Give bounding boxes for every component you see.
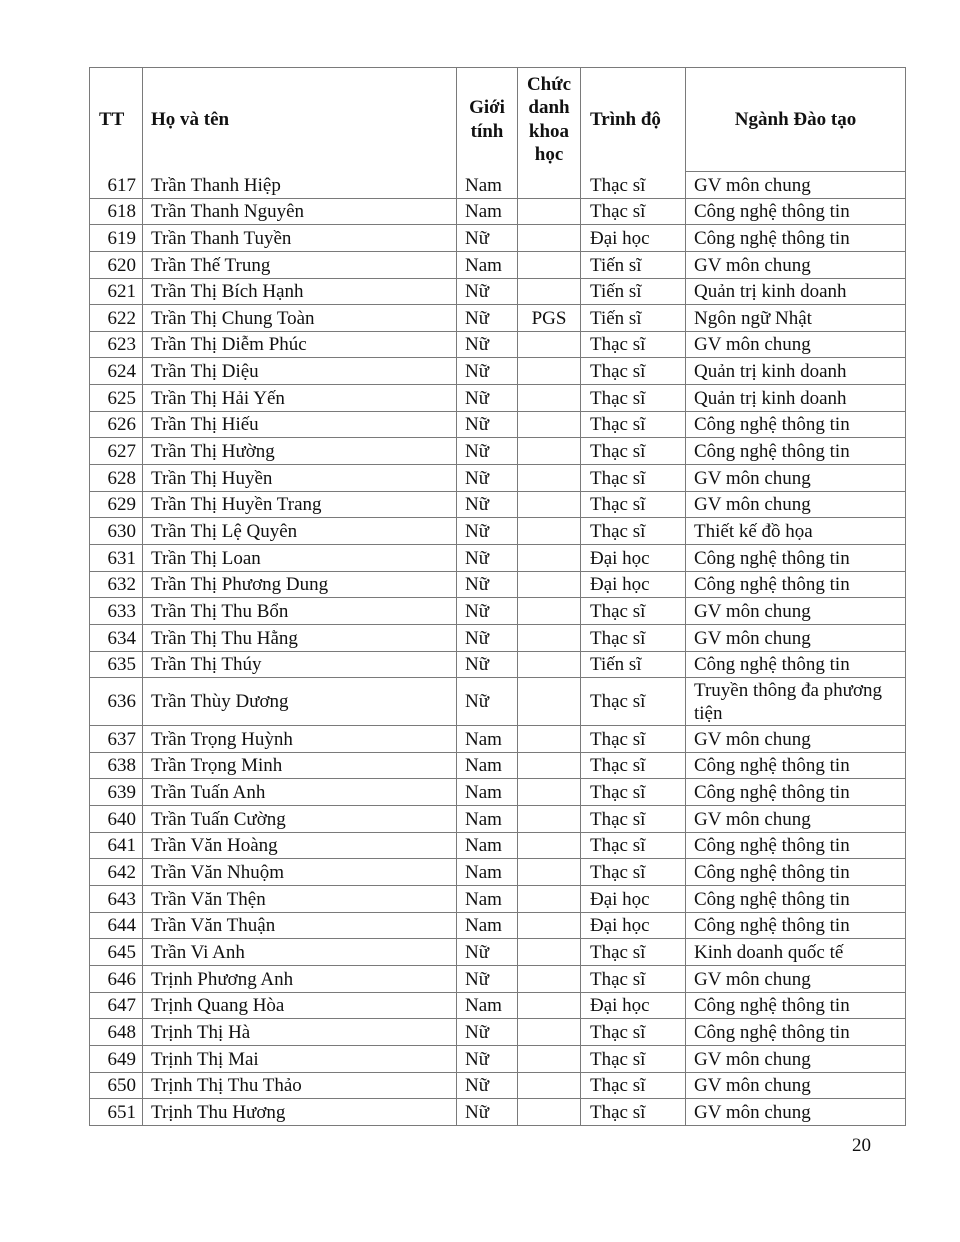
gender-cell: Nam — [457, 779, 518, 806]
staff-name-cell: Trần Văn Nhuộm — [143, 859, 457, 886]
major-cell: GV môn chung — [686, 965, 906, 992]
major-cell: Công nghệ thông tin — [686, 832, 906, 859]
degree-cell: Đại học — [581, 886, 686, 913]
major-cell: Công nghệ thông tin — [686, 651, 906, 678]
degree-cell: Thạc sĩ — [581, 726, 686, 753]
major-cell: Kinh doanh quốc tế — [686, 939, 906, 966]
staff-name-cell: Trần Thị Loan — [143, 544, 457, 571]
major-cell: Công nghệ thông tin — [686, 886, 906, 913]
row-number-cell: 641 — [90, 832, 143, 859]
gender-cell: Nam — [457, 752, 518, 779]
major-cell: GV môn chung — [686, 726, 906, 753]
degree-cell: Thạc sĩ — [581, 1072, 686, 1099]
table-row — [90, 598, 906, 625]
gender-cell: Nữ — [457, 331, 518, 358]
academic-title-cell — [518, 251, 581, 278]
major-cell: GV môn chung — [686, 172, 906, 199]
academic-title-cell — [518, 518, 581, 545]
row-number-cell: 644 — [90, 912, 143, 939]
staff-name-cell: Trần Thị Chung Toàn — [143, 305, 457, 332]
row-number-cell: 638 — [90, 752, 143, 779]
staff-name-cell: Trần Thị Diễm Phúc — [143, 331, 457, 358]
staff-name-cell: Trịnh Quang Hòa — [143, 992, 457, 1019]
table-row — [90, 278, 906, 305]
academic-title-cell — [518, 358, 581, 385]
major-cell: Thiết kế đồ họa — [686, 518, 906, 545]
row-number-cell: 621 — [90, 278, 143, 305]
table-row — [90, 385, 906, 412]
header-degree: Trình độ — [581, 68, 686, 172]
degree-cell: Đại học — [581, 225, 686, 252]
header-academic-title: Chức danh khoa học — [518, 68, 581, 172]
degree-cell: Thạc sĩ — [581, 331, 686, 358]
table-row — [90, 305, 906, 332]
major-cell: Công nghệ thông tin — [686, 779, 906, 806]
table-row — [90, 251, 906, 278]
row-number-cell: 624 — [90, 358, 143, 385]
staff-name-cell: Trịnh Thị Hà — [143, 1019, 457, 1046]
major-cell: Công nghệ thông tin — [686, 752, 906, 779]
gender-cell: Nữ — [457, 598, 518, 625]
gender-cell: Nữ — [457, 651, 518, 678]
major-cell: GV môn chung — [686, 331, 906, 358]
academic-title-cell — [518, 544, 581, 571]
header-name: Họ và tên — [143, 68, 457, 172]
degree-cell: Thạc sĩ — [581, 1099, 686, 1126]
gender-cell: Nam — [457, 172, 518, 199]
table-row — [90, 411, 906, 438]
table-row — [90, 331, 906, 358]
major-cell: Công nghệ thông tin — [686, 571, 906, 598]
academic-title-cell — [518, 331, 581, 358]
gender-cell: Nữ — [457, 1045, 518, 1072]
staff-name-cell: Trần Văn Thện — [143, 886, 457, 913]
academic-title-cell — [518, 912, 581, 939]
major-cell: GV môn chung — [686, 465, 906, 492]
table-row — [90, 491, 906, 518]
staff-name-cell: Trần Thị Hường — [143, 438, 457, 465]
row-number-cell: 620 — [90, 251, 143, 278]
academic-title-cell — [518, 678, 581, 726]
row-number-cell: 640 — [90, 806, 143, 833]
degree-cell: Thạc sĩ — [581, 438, 686, 465]
row-number-cell: 649 — [90, 1045, 143, 1072]
staff-name-cell: Trần Thị Lệ Quyên — [143, 518, 457, 545]
staff-name-cell: Trần Thanh Nguyên — [143, 198, 457, 225]
page-number: 20 — [852, 1135, 871, 1156]
degree-cell: Thạc sĩ — [581, 624, 686, 651]
table-row — [90, 651, 906, 678]
row-number-cell: 643 — [90, 886, 143, 913]
degree-cell: Thạc sĩ — [581, 1045, 686, 1072]
gender-cell: Nữ — [457, 465, 518, 492]
row-number-cell: 635 — [90, 651, 143, 678]
table-row — [90, 358, 906, 385]
degree-cell: Thạc sĩ — [581, 832, 686, 859]
row-number-cell: 648 — [90, 1019, 143, 1046]
gender-cell: Nữ — [457, 491, 518, 518]
academic-title-cell — [518, 465, 581, 492]
table-row — [90, 624, 906, 651]
academic-title-cell — [518, 832, 581, 859]
major-cell: Công nghệ thông tin — [686, 859, 906, 886]
degree-cell: Thạc sĩ — [581, 779, 686, 806]
table-row — [90, 1045, 906, 1072]
major-cell: Quản trị kinh doanh — [686, 385, 906, 412]
academic-title-cell — [518, 1072, 581, 1099]
degree-cell: Tiến sĩ — [581, 305, 686, 332]
gender-cell: Nữ — [457, 225, 518, 252]
gender-cell: Nam — [457, 198, 518, 225]
gender-cell: Nam — [457, 886, 518, 913]
row-number-cell: 637 — [90, 726, 143, 753]
gender-cell: Nữ — [457, 411, 518, 438]
staff-name-cell: Trần Thanh Tuyền — [143, 225, 457, 252]
degree-cell: Thạc sĩ — [581, 965, 686, 992]
gender-cell: Nữ — [457, 1019, 518, 1046]
gender-cell: Nam — [457, 912, 518, 939]
major-cell: GV môn chung — [686, 624, 906, 651]
degree-cell: Thạc sĩ — [581, 198, 686, 225]
major-cell: GV môn chung — [686, 251, 906, 278]
major-cell: Công nghệ thông tin — [686, 1019, 906, 1046]
table-row — [90, 939, 906, 966]
academic-title-cell — [518, 752, 581, 779]
gender-cell: Nữ — [457, 305, 518, 332]
row-number-cell: 625 — [90, 385, 143, 412]
gender-cell: Nam — [457, 726, 518, 753]
table-row — [90, 806, 906, 833]
major-cell: Quản trị kinh doanh — [686, 278, 906, 305]
table-row — [90, 438, 906, 465]
table-row — [90, 726, 906, 753]
row-number-cell: 626 — [90, 411, 143, 438]
row-number-cell: 633 — [90, 598, 143, 625]
academic-title-cell — [518, 225, 581, 252]
academic-title-cell — [518, 806, 581, 833]
gender-cell: Nữ — [457, 965, 518, 992]
table-row — [90, 172, 906, 199]
academic-title-cell — [518, 624, 581, 651]
table-row — [90, 886, 906, 913]
academic-title-cell — [518, 491, 581, 518]
degree-cell: Thạc sĩ — [581, 806, 686, 833]
degree-cell: Đại học — [581, 992, 686, 1019]
academic-title-cell — [518, 859, 581, 886]
staff-name-cell: Trần Thị Thu Hằng — [143, 624, 457, 651]
table-row — [90, 859, 906, 886]
table-body — [90, 172, 906, 1126]
degree-cell: Đại học — [581, 912, 686, 939]
staff-name-cell: Trần Thị Phương Dung — [143, 571, 457, 598]
staff-name-cell: Trần Tuấn Anh — [143, 779, 457, 806]
academic-title-cell — [518, 992, 581, 1019]
staff-name-cell: Trần Thị Huyền — [143, 465, 457, 492]
degree-cell: Thạc sĩ — [581, 465, 686, 492]
staff-name-cell: Trần Tuấn Cường — [143, 806, 457, 833]
major-cell: Công nghệ thông tin — [686, 411, 906, 438]
degree-cell: Đại học — [581, 571, 686, 598]
row-number-cell: 618 — [90, 198, 143, 225]
table-row — [90, 965, 906, 992]
staff-name-cell: Trần Văn Thuận — [143, 912, 457, 939]
degree-cell: Thạc sĩ — [581, 678, 686, 726]
major-cell: Quản trị kinh doanh — [686, 358, 906, 385]
major-cell: GV môn chung — [686, 1099, 906, 1126]
gender-cell: Nam — [457, 832, 518, 859]
table-row — [90, 544, 906, 571]
degree-cell: Thạc sĩ — [581, 411, 686, 438]
staff-name-cell: Trịnh Thu Hương — [143, 1099, 457, 1126]
row-number-cell: 628 — [90, 465, 143, 492]
degree-cell: Thạc sĩ — [581, 859, 686, 886]
academic-title-cell: PGS — [518, 305, 581, 332]
header-gender: Giới tính — [457, 68, 518, 172]
staff-name-cell: Trịnh Thị Mai — [143, 1045, 457, 1072]
academic-title-cell — [518, 939, 581, 966]
degree-cell: Thạc sĩ — [581, 1019, 686, 1046]
row-number-cell: 646 — [90, 965, 143, 992]
degree-cell: Tiến sĩ — [581, 251, 686, 278]
table-row — [90, 225, 906, 252]
major-cell: GV môn chung — [686, 1045, 906, 1072]
staff-name-cell: Trần Trọng Huỳnh — [143, 726, 457, 753]
degree-cell: Thạc sĩ — [581, 172, 686, 199]
academic-title-cell — [518, 1019, 581, 1046]
gender-cell: Nam — [457, 992, 518, 1019]
major-cell: Công nghệ thông tin — [686, 992, 906, 1019]
degree-cell: Thạc sĩ — [581, 385, 686, 412]
row-number-cell: 622 — [90, 305, 143, 332]
staff-table — [89, 67, 906, 1126]
staff-name-cell: Trần Thị Thu Bổn — [143, 598, 457, 625]
academic-title-cell — [518, 198, 581, 225]
academic-title-cell — [518, 438, 581, 465]
table-header-row — [90, 68, 906, 172]
table-row — [90, 571, 906, 598]
major-cell: GV môn chung — [686, 491, 906, 518]
degree-cell: Thạc sĩ — [581, 598, 686, 625]
staff-name-cell: Trần Thùy Dương — [143, 678, 457, 726]
header-tt: TT — [90, 68, 143, 172]
table-row — [90, 518, 906, 545]
major-cell: Công nghệ thông tin — [686, 198, 906, 225]
staff-name-cell: Trịnh Thị Thu Thảo — [143, 1072, 457, 1099]
table-row — [90, 992, 906, 1019]
row-number-cell: 639 — [90, 779, 143, 806]
staff-name-cell: Trần Thị Huyền Trang — [143, 491, 457, 518]
major-cell: GV môn chung — [686, 1072, 906, 1099]
staff-name-cell: Trịnh Phương Anh — [143, 965, 457, 992]
gender-cell: Nữ — [457, 385, 518, 412]
gender-cell: Nữ — [457, 518, 518, 545]
major-cell: Công nghệ thông tin — [686, 912, 906, 939]
row-number-cell: 631 — [90, 544, 143, 571]
gender-cell: Nữ — [457, 1072, 518, 1099]
row-number-cell: 623 — [90, 331, 143, 358]
row-number-cell: 650 — [90, 1072, 143, 1099]
degree-cell: Thạc sĩ — [581, 491, 686, 518]
staff-name-cell: Trần Thị Diệu — [143, 358, 457, 385]
gender-cell: Nữ — [457, 544, 518, 571]
table-row — [90, 1019, 906, 1046]
academic-title-cell — [518, 779, 581, 806]
major-cell: Công nghệ thông tin — [686, 438, 906, 465]
table-row — [90, 752, 906, 779]
table-row — [90, 465, 906, 492]
academic-title-cell — [518, 886, 581, 913]
table-row — [90, 832, 906, 859]
gender-cell: Nữ — [457, 1099, 518, 1126]
row-number-cell: 651 — [90, 1099, 143, 1126]
degree-cell: Thạc sĩ — [581, 358, 686, 385]
gender-cell: Nữ — [457, 678, 518, 726]
row-number-cell: 636 — [90, 678, 143, 726]
academic-title-cell — [518, 598, 581, 625]
gender-cell: Nữ — [457, 278, 518, 305]
staff-name-cell: Trần Văn Hoàng — [143, 832, 457, 859]
table-row — [90, 198, 906, 225]
academic-title-cell — [518, 726, 581, 753]
gender-cell: Nữ — [457, 358, 518, 385]
row-number-cell: 630 — [90, 518, 143, 545]
table-row — [90, 1099, 906, 1126]
academic-title-cell — [518, 1045, 581, 1072]
academic-title-cell — [518, 965, 581, 992]
row-number-cell: 627 — [90, 438, 143, 465]
staff-name-cell: Trần Thị Hiếu — [143, 411, 457, 438]
row-number-cell: 634 — [90, 624, 143, 651]
header-major: Ngành Đào tạo — [686, 68, 906, 172]
major-cell: GV môn chung — [686, 806, 906, 833]
row-number-cell: 617 — [90, 172, 143, 199]
degree-cell: Đại học — [581, 544, 686, 571]
academic-title-cell — [518, 385, 581, 412]
academic-title-cell — [518, 411, 581, 438]
table-row — [90, 678, 906, 726]
major-cell: Ngôn ngữ Nhật — [686, 305, 906, 332]
degree-cell: Tiến sĩ — [581, 651, 686, 678]
row-number-cell: 645 — [90, 939, 143, 966]
degree-cell: Tiến sĩ — [581, 278, 686, 305]
staff-name-cell: Trần Thế Trung — [143, 251, 457, 278]
staff-name-cell: Trần Vi Anh — [143, 939, 457, 966]
degree-cell: Thạc sĩ — [581, 939, 686, 966]
major-cell: GV môn chung — [686, 598, 906, 625]
major-cell: Truyền thông đa phương tiện — [686, 678, 906, 726]
row-number-cell: 619 — [90, 225, 143, 252]
table-row — [90, 912, 906, 939]
staff-name-cell: Trần Trọng Minh — [143, 752, 457, 779]
academic-title-cell — [518, 172, 581, 199]
row-number-cell: 632 — [90, 571, 143, 598]
table-row — [90, 1072, 906, 1099]
gender-cell: Nữ — [457, 624, 518, 651]
table-row — [90, 779, 906, 806]
staff-name-cell: Trần Thị Hải Yến — [143, 385, 457, 412]
gender-cell: Nam — [457, 251, 518, 278]
academic-title-cell — [518, 278, 581, 305]
academic-title-cell — [518, 1099, 581, 1126]
gender-cell: Nam — [457, 859, 518, 886]
staff-name-cell: Trần Thị Thúy — [143, 651, 457, 678]
degree-cell: Thạc sĩ — [581, 752, 686, 779]
staff-name-cell: Trần Thanh Hiệp — [143, 172, 457, 199]
gender-cell: Nữ — [457, 939, 518, 966]
academic-title-cell — [518, 651, 581, 678]
row-number-cell: 647 — [90, 992, 143, 1019]
gender-cell: Nữ — [457, 571, 518, 598]
gender-cell: Nam — [457, 806, 518, 833]
major-cell: Công nghệ thông tin — [686, 544, 906, 571]
row-number-cell: 629 — [90, 491, 143, 518]
staff-name-cell: Trần Thị Bích Hạnh — [143, 278, 457, 305]
degree-cell: Thạc sĩ — [581, 518, 686, 545]
academic-title-cell — [518, 571, 581, 598]
row-number-cell: 642 — [90, 859, 143, 886]
major-cell: Công nghệ thông tin — [686, 225, 906, 252]
gender-cell: Nữ — [457, 438, 518, 465]
